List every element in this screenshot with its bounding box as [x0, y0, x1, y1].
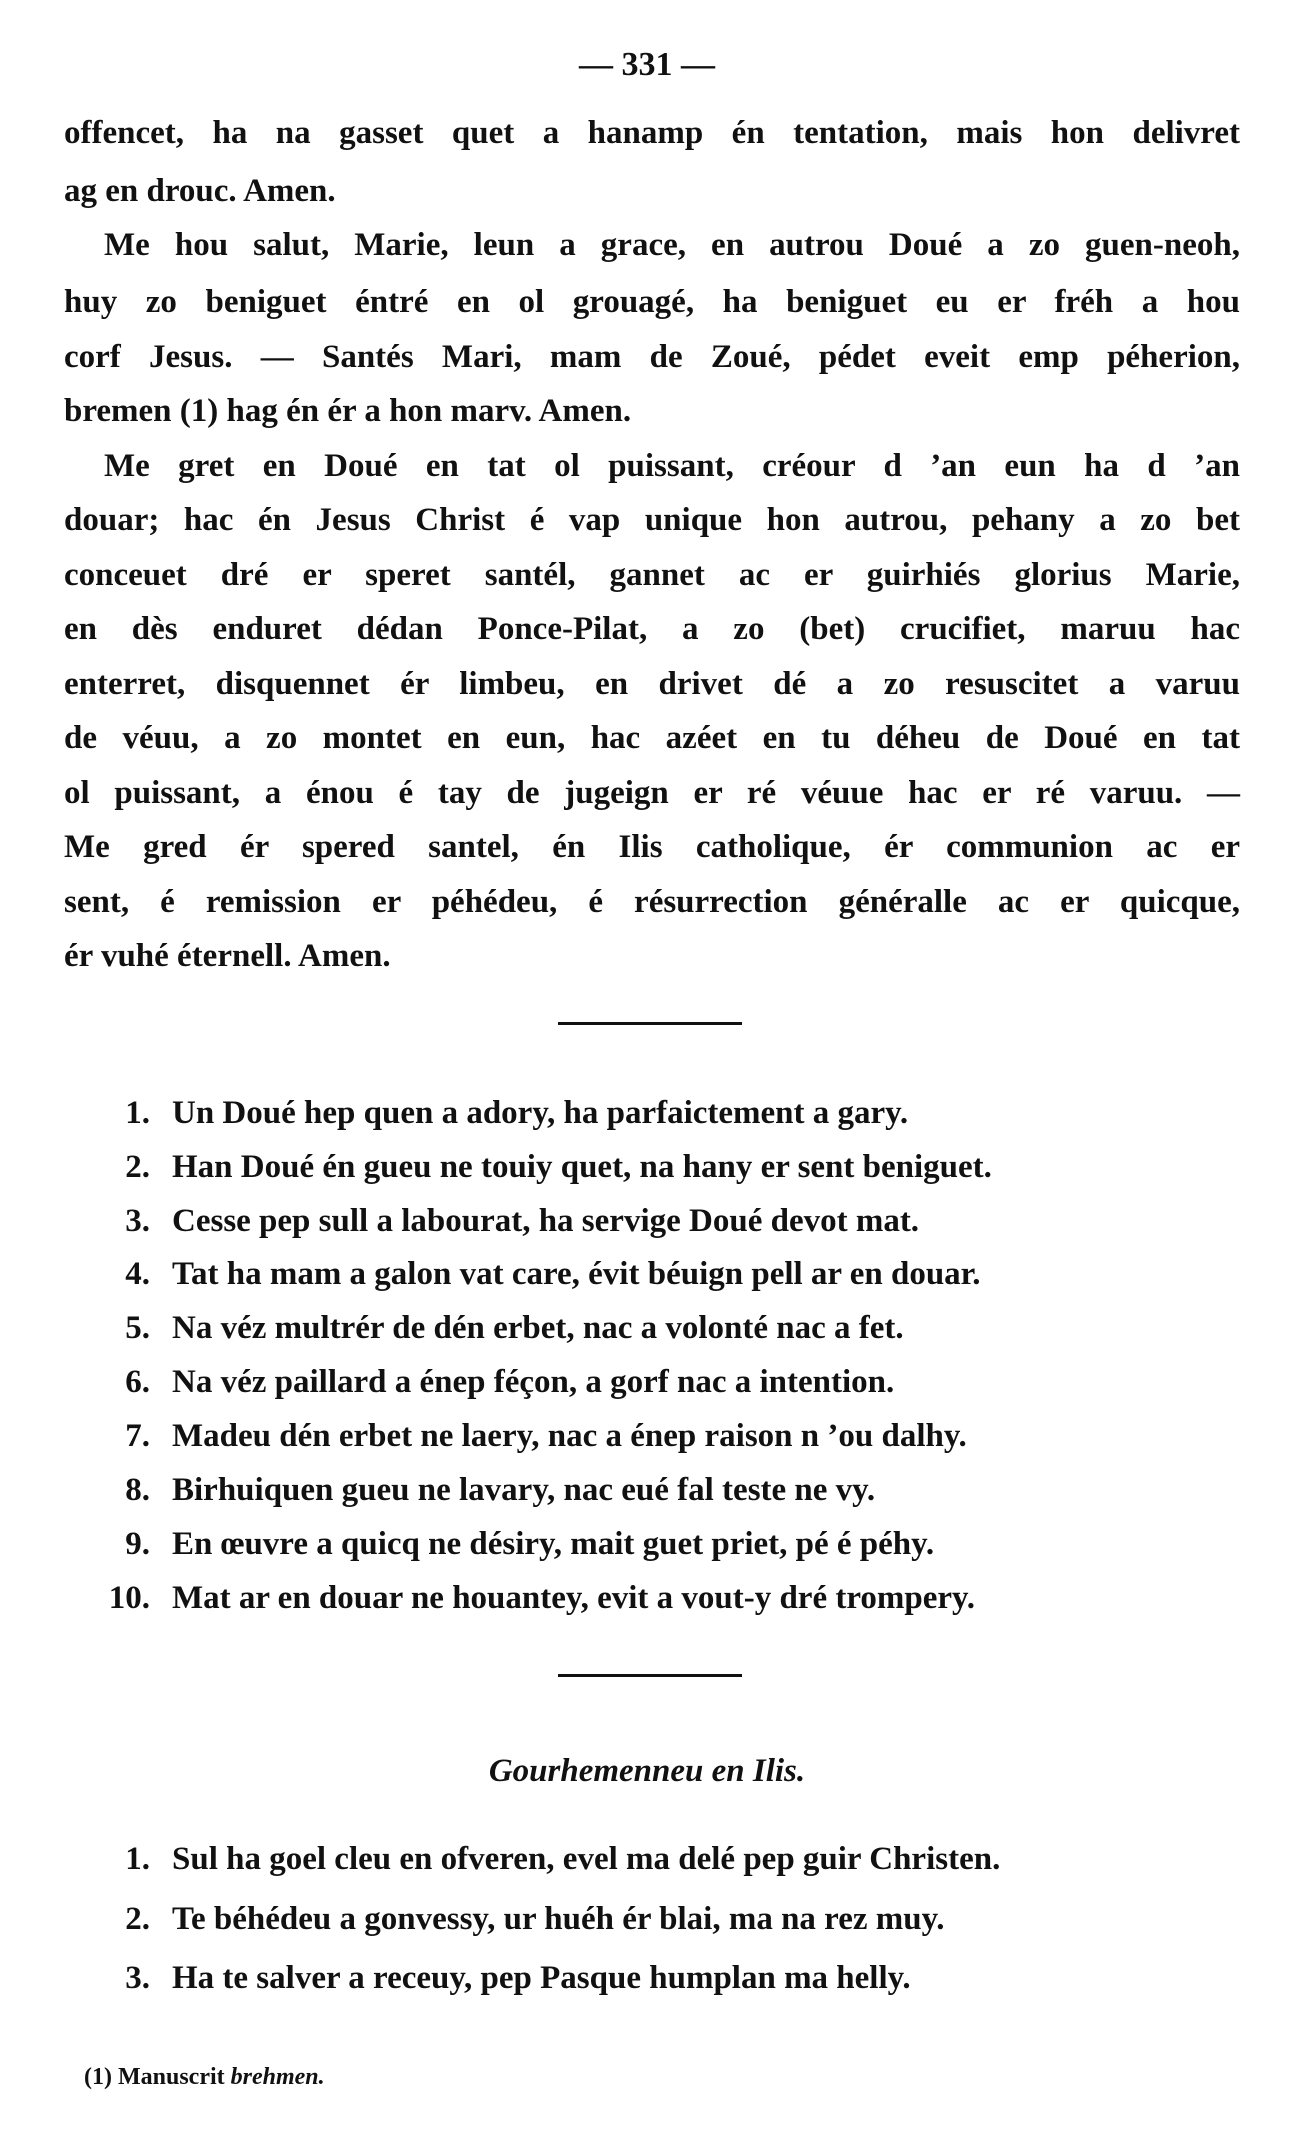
list-item: En œuvre a quicq ne désiry, mait guet priet, pé é péhy.	[172, 1526, 935, 1562]
list-item: Cesse pep sull a labourat, ha servige Doué devot mat.	[172, 1203, 920, 1239]
text-line: enterret, disquennet ér limbeu, en drivet dé a zo resuscitet a varuu	[64, 666, 1240, 702]
section-divider	[558, 1022, 742, 1025]
item-number: 9.	[125, 1526, 150, 1562]
list-item: Mat ar en douar ne houantey, evit a vout-y dré trompery.	[172, 1580, 975, 1616]
text-line: douar; hac én Jesus Christ é vap unique hon autrou, pehany a zo bet	[64, 502, 1240, 538]
item-number: 1.	[125, 1095, 150, 1131]
text-line: de véuu, a zo montet en eun, hac azéet en tu déheu de Doué en tat	[64, 720, 1240, 756]
list-item: Un Doué hep quen a adory, ha parfaictement a gary.	[172, 1095, 909, 1131]
text-line: conceuet dré er speret santél, gannet ac er guirhiés glorius Marie,	[64, 557, 1240, 593]
item-number: 6.	[125, 1364, 150, 1400]
text-line: Me hou salut, Marie, leun a grace, en autrou Doué a zo guen-neoh,	[104, 227, 1240, 263]
text-line: huy zo beniguet éntré en ol grouagé, ha beniguet eu er fréh a hou	[64, 284, 1240, 320]
item-number: 2.	[125, 1901, 150, 1937]
list-item: Ha te salver a receuy, pep Pasque humplan ma helly.	[172, 1960, 911, 1996]
list-item: Na véz multrér de dén erbet, nac a volonté nac a fet.	[172, 1310, 904, 1346]
item-number: 5.	[125, 1310, 150, 1346]
page-number: — 331 —	[579, 46, 715, 83]
list-item: Birhuiquen gueu ne lavary, nac eué fal teste ne vy.	[172, 1472, 876, 1508]
footnote	[84, 2062, 325, 2092]
section-heading: Gourhemenneu en Ilis.	[488, 1753, 806, 1789]
text-line: ér vuhé éternell. Amen.	[64, 938, 391, 974]
item-number: 3.	[125, 1960, 150, 1996]
list-item: Madeu dén erbet ne laery, nac a énep raison n ’ou dalhy.	[172, 1418, 967, 1454]
text-line: bremen (1) hag én ér a hon marv. Amen.	[64, 393, 632, 429]
text-line: Me gret en Doué en tat ol puissant, créour d ’an eun ha d ’an	[104, 448, 1240, 484]
section-divider	[558, 1674, 742, 1677]
text-line: ol puissant, a énou é tay de jugeign er ré véuue hac er ré varuu. —	[64, 775, 1240, 811]
text-line: sent, é remission er péhédeu, é résurrection généralle ac er quicque,	[64, 884, 1240, 920]
text-line: en dès enduret dédan Ponce-Pilat, a zo (bet) crucifiet, maruu hac	[64, 611, 1240, 647]
text-line: Me gred ér spered santel, én Ilis catholique, ér communion ac er	[64, 829, 1240, 865]
text-line: corf Jesus. — Santés Mari, mam de Zoué, pédet eveit emp péherion,	[64, 339, 1240, 375]
text-line: ag en drouc. Amen.	[64, 173, 336, 209]
footnote-italic: brehmen.	[230, 2064, 325, 2090]
text-line: offencet, ha na gasset quet a hanamp én tentation, mais hon delivret	[64, 115, 1240, 151]
item-number: 2.	[125, 1149, 150, 1185]
list-item: Sul ha goel cleu en ofveren, evel ma delé pep guir Christen.	[172, 1841, 1001, 1877]
item-number: 4.	[125, 1256, 150, 1292]
list-item: Te béhédeu a gonvessy, ur huéh ér blai, ma na rez muy.	[172, 1901, 945, 1937]
list-item: Han Doué én gueu ne touiy quet, na hany er sent beniguet.	[172, 1149, 992, 1185]
item-number: 1.	[125, 1841, 150, 1877]
footnote-text: (1) Manuscrit	[84, 2064, 231, 2090]
list-item: Tat ha mam a galon vat care, évit béuign pell ar en douar.	[172, 1256, 981, 1292]
item-number: 7.	[125, 1418, 150, 1454]
list-item: Na véz paillard a énep féçon, a gorf nac a intention.	[172, 1364, 895, 1400]
item-number: 8.	[125, 1472, 150, 1508]
item-number: 10.	[108, 1580, 150, 1616]
item-number: 3.	[125, 1203, 150, 1239]
